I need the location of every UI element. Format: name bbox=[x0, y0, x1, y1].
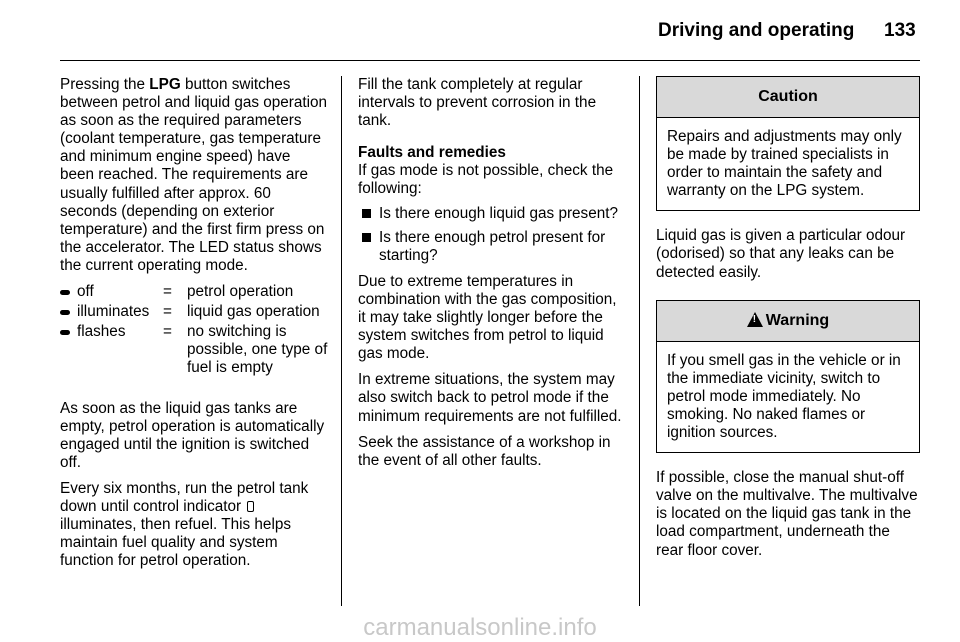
led-row-illuminates: illuminates = liquid gas operation bbox=[60, 303, 328, 321]
led-lamp-icon bbox=[60, 310, 70, 315]
faults-intro: If gas mode is not possible, check the following: bbox=[358, 162, 614, 198]
header-rule bbox=[60, 60, 920, 61]
paragraph-extreme-situations: In extreme situations, the system may also switch back to petrol mode if the minimum requirements are not fulfilled. bbox=[358, 371, 622, 425]
section-title: Driving and operating bbox=[658, 20, 855, 41]
led-lamp-icon bbox=[60, 330, 70, 335]
led-row-off: off = petrol operation bbox=[60, 283, 328, 301]
paragraph-extreme-temperatures: Due to extreme temperatures in combination with the gas composition, it may take slightly longer before the system switches from petrol to liquid gas mode. bbox=[358, 272, 617, 363]
list-item: Is there enough petrol present for starting? bbox=[358, 229, 628, 265]
warning-title: Warning bbox=[765, 311, 830, 329]
caution-box bbox=[656, 76, 920, 211]
paragraph-workshop: Seek the assistance of a workshop in the event of all other faults. bbox=[358, 433, 611, 469]
column-divider bbox=[639, 76, 640, 606]
bullet-square-icon bbox=[362, 209, 371, 218]
column-1 bbox=[60, 76, 328, 578]
watermark-text: carmanualsonline.info bbox=[363, 614, 597, 641]
faults-checklist bbox=[358, 205, 628, 265]
bullet-square-icon bbox=[362, 233, 371, 242]
warning-header bbox=[657, 301, 919, 342]
paragraph-shut-off-valve: If possible, close the manual shut-off valve on the multivalve. The multivalve is located on the liquid gas tank in the load compartment, underneath the rear floor cover. bbox=[656, 469, 918, 559]
led-row-flashes: flashes = no switching is possible, one type of fuel is empty bbox=[60, 323, 328, 377]
warning-text: If you smell gas in the vehicle or in the immediate vicinity, switch to petrol mode immediately. No smoking. No naked flames or ignition sources. bbox=[667, 351, 901, 442]
page-header bbox=[0, 0, 960, 62]
column-2 bbox=[358, 76, 628, 478]
caution-title: Caution bbox=[657, 77, 919, 118]
paragraph-lpg-button: Pressing the LPG button switches between petrol and liquid gas operation as soon as the required parameters (coolant temperature, gas temperature and minimum engine speed) have been reached. The requirements are usually fulfilled after approx. 60 seconds (depending on exterior temperature) and the first firm press on the accelerator. The LED status shows the current operating mode. bbox=[60, 76, 328, 274]
paragraph-tanks-empty: As soon as the liquid gas tanks are empty, petrol operation is automatically engaged until the ignition is switched off. bbox=[60, 399, 325, 471]
warning-triangle-icon bbox=[747, 312, 763, 327]
faults-heading: Faults and remedies bbox=[358, 144, 506, 162]
fuel-pump-icon bbox=[247, 501, 254, 512]
page-number: 133 bbox=[884, 20, 916, 41]
list-item: Is there enough liquid gas present? bbox=[358, 205, 628, 223]
led-lamp-icon bbox=[60, 290, 70, 295]
lpg-term: LPG bbox=[149, 76, 181, 93]
warning-box bbox=[656, 300, 920, 453]
paragraph-six-months: Every six months, run the petrol tank down until control indicator illuminates, then refuel. This helps maintain fuel quality and system function for petrol operation. bbox=[60, 479, 309, 570]
paragraph-odorised: Liquid gas is given a particular odour (odorised) so that any leaks can be detected easily. bbox=[656, 227, 906, 281]
led-status-table bbox=[60, 283, 328, 377]
caution-text: Repairs and adjustments may only be made by trained specialists in order to maintain the safety and warranty on the LPG system. bbox=[667, 128, 902, 200]
paragraph-fill-tank: Fill the tank completely at regular intervals to prevent corrosion in the tank. bbox=[358, 76, 597, 130]
column-divider bbox=[341, 76, 342, 606]
column-3 bbox=[656, 76, 920, 568]
